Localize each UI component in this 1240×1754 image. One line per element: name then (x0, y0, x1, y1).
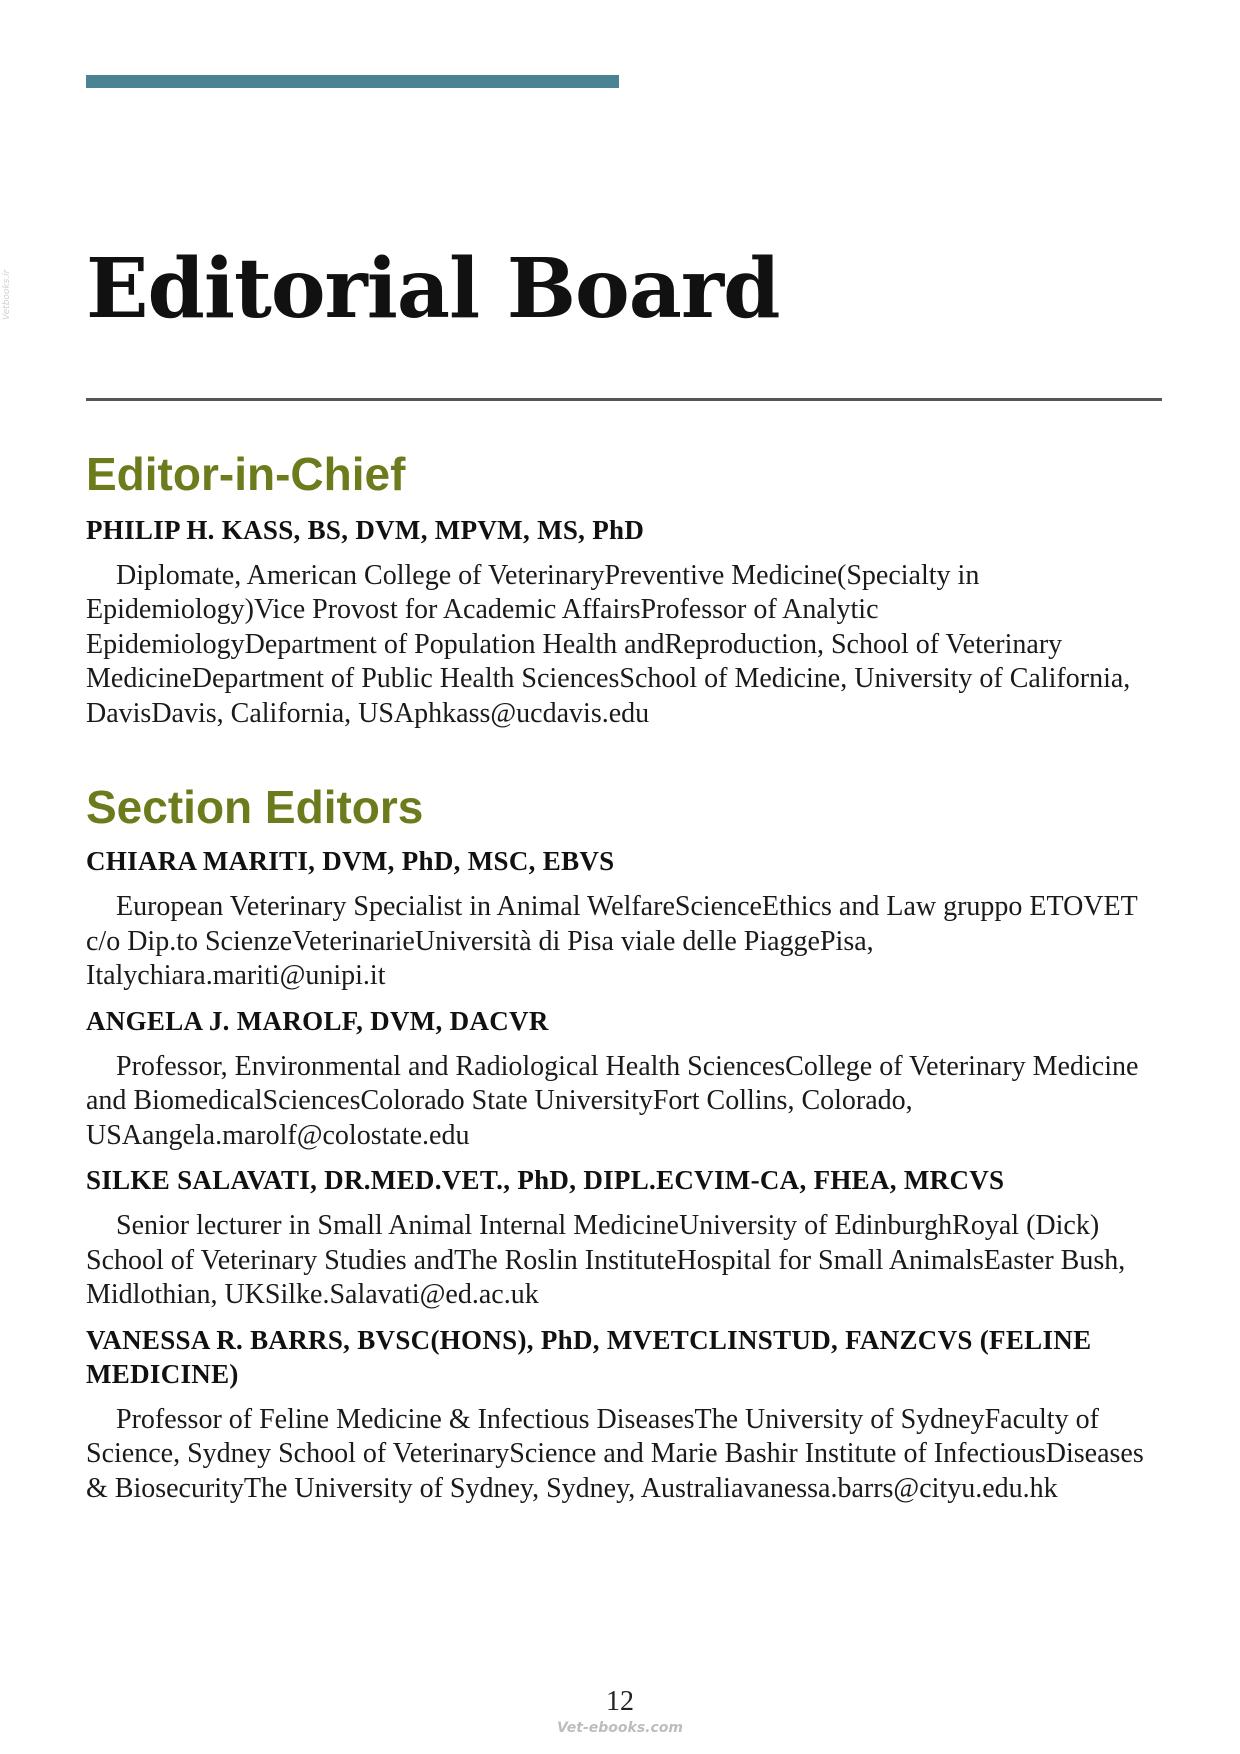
section-heading-editor-in-chief: Editor-in-Chief (86, 448, 406, 500)
person-name: SILKE SALAVATI, DR.MED.VET., PhD, DIPL.ECVIM-CA, FHEA, MRCVS (86, 1165, 1005, 1196)
person-entry (86, 1163, 1166, 1313)
page-title: Editorial Board (86, 241, 780, 337)
person-name: CHIARA MARITI, DVM, PhD, MSC, EBVS (86, 846, 615, 877)
person-name: VANESSA R. BARRS, BVSC(HONS), PhD, MVETCLINSTUD, FANZCVS (FELINE MEDICINE) (86, 1324, 1092, 1389)
editor-in-chief-section (86, 448, 1166, 731)
person-entry (86, 1004, 1166, 1154)
person-description: Senior lecturer in Small Animal Internal MedicineUniversity of EdinburghRoyal (Dick) School of Veterinary Studies andThe Roslin InstituteHospital for Small AnimalsEaster Bush, Midlothian, UKSilke.Salavati@ed.ac.uk (86, 1210, 1126, 1311)
title-divider (86, 398, 1162, 401)
person-description: Diplomate, American College of VeterinaryPreventive Medicine(Specialty in Epidemiology)Vice Provost for Academic AffairsProfessor of Analytic EpidemiologyDepartment of Population Health andReproduction, School of Veterinary MedicineDepartment of Public Health SciencesSchool of Medicine, University of California, DavisDavis, California, USAphkass@ucdavis.edu (86, 559, 1131, 729)
person-entry (86, 513, 1166, 732)
side-watermark: Vetbooks.ir (2, 269, 12, 320)
person-entry (86, 844, 1166, 994)
section-editors-section (86, 781, 1166, 1506)
footer-watermark: Vet-ebooks.com (556, 1720, 684, 1736)
page-content (86, 448, 1166, 1506)
person-description: European Veterinary Specialist in Animal WelfareScienceEthics and Law gruppo ETOVET c/o Dip.to ScienzeVeterinarieUniversità di Pisa viale delle PiaggePisa, Italychiara.mariti@unipi.it (86, 891, 1138, 992)
person-description: Professor, Environmental and Radiological Health SciencesCollege of Veterinary Medicine and BiomedicalSciencesColorado State UniversityFort Collins, Colorado, USAangela.marolf@colostate.edu (86, 1050, 1139, 1151)
person-name: PHILIP H. KASS, BS, DVM, MPVM, MS, PhD (86, 514, 645, 545)
section-heading-section-editors: Section Editors (86, 781, 424, 834)
accent-bar (86, 75, 619, 88)
person-description: Professor of Feline Medicine & Infectious DiseasesThe University of SydneyFaculty of Science, Sydney School of VeterinaryScience and Marie Bashir Institute of InfectiousDiseases & BiosecurityThe University of Sydney, Sydney, Australiavanessa.barrs@cityu.edu.hk (86, 1403, 1144, 1504)
person-entry (86, 1323, 1166, 1507)
page-number: 12 (606, 1686, 634, 1717)
person-name: ANGELA J. MAROLF, DVM, DACVR (86, 1005, 549, 1036)
